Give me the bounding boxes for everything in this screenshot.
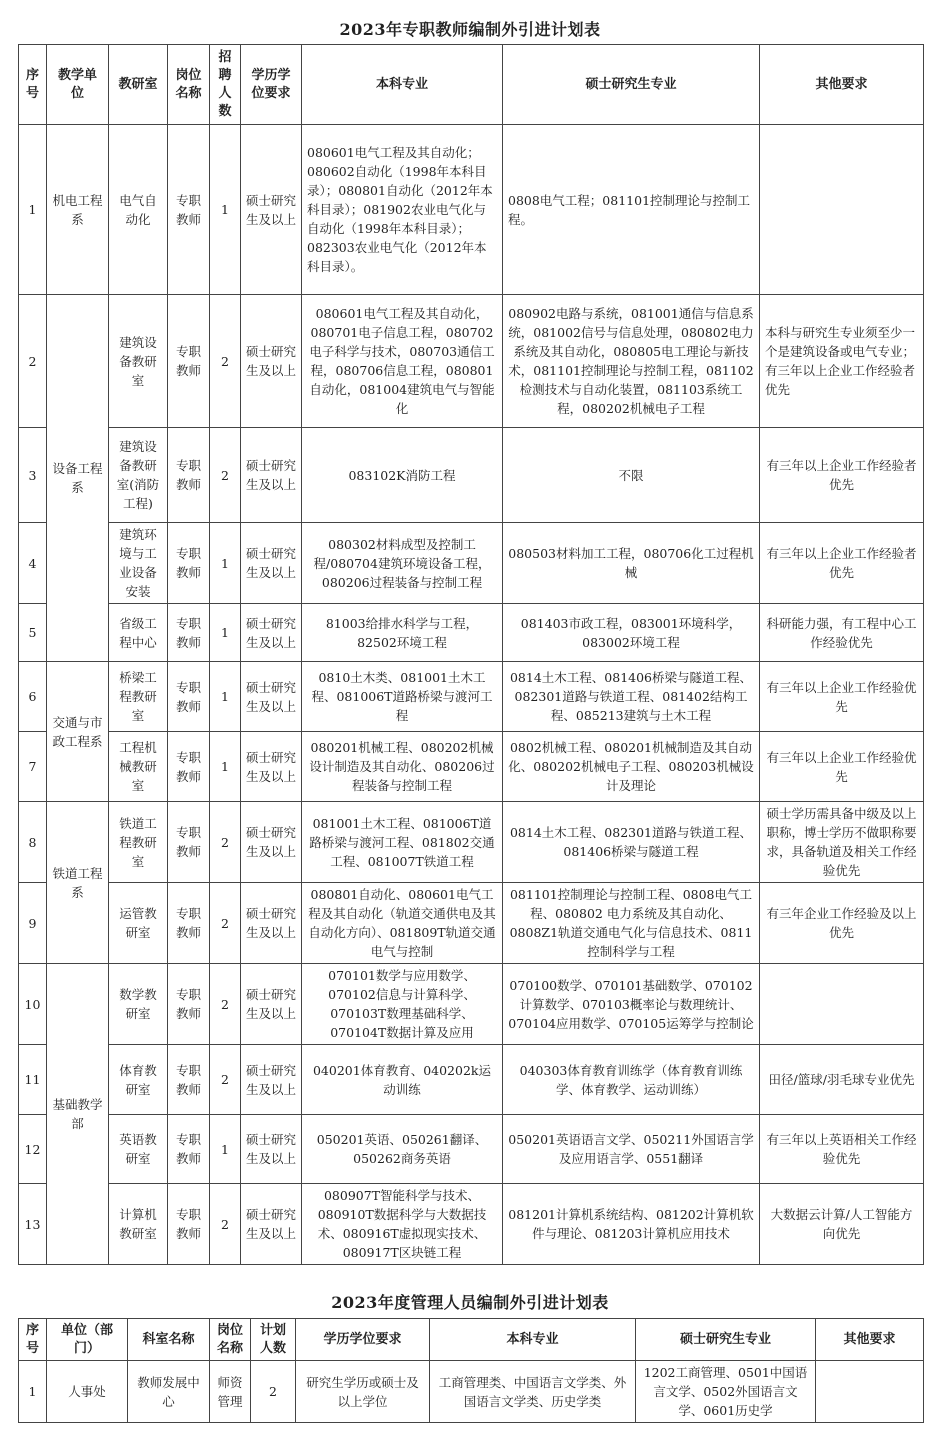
header-cell: 序号 [19,45,47,125]
office-cell: 省级工程中心 [109,604,168,662]
post-cell: 专职教师 [168,604,210,662]
other-cell: 本科与研究生专业须至少一个是建筑设备或电气专业；有三年以上企业工作经验者优先 [760,295,924,428]
row-number: 12 [19,1115,47,1184]
post-cell: 专职教师 [168,1115,210,1184]
office-cell: 运管教研室 [109,883,168,964]
other-cell: 有三年以上企业工作经验者优先 [760,523,924,604]
count-cell: 1 [210,662,241,732]
office-cell: 铁道工程教研室 [109,802,168,883]
bachelor-cell: 080907T智能科学与技术、080910T数据科学与大数据技术、080916T虚拟现实技术、080917T区块链工程 [302,1184,503,1265]
row-number: 1 [19,1361,47,1423]
row-number: 6 [19,662,47,732]
post-cell: 专职教师 [168,523,210,604]
header-cell: 单位（部门） [47,1319,128,1361]
table1-title: 2023年专职教师编制外引进计划表 [339,20,601,39]
other-cell [816,1361,924,1423]
post-cell: 专职教师 [168,662,210,732]
table-row [19,964,924,1045]
other-cell: 有三年以上企业工作经验者优先 [760,428,924,523]
table-row [19,1045,924,1115]
unit-cell: 设备工程系 [47,295,109,662]
master-cell: 081101控制理论与控制工程、0808电气工程、080802 电力系统及其自动化、0808Z1轨道交通电气化与信息技术、0811控制科学与工程 [503,883,760,964]
row-number: 8 [19,802,47,883]
bachelor-cell: 81003给排水科学与工程，82502环境工程 [302,604,503,662]
row-number: 5 [19,604,47,662]
row-number: 3 [19,428,47,523]
count-cell: 2 [210,964,241,1045]
header-cell: 本科专业 [302,45,503,125]
bachelor-cell: 080302材料成型及控制工程/080704建筑环境设备工程，080206过程装备与控制工程 [302,523,503,604]
table2-header-row [19,1319,924,1361]
table-row [19,1115,924,1184]
header-cell: 本科专业 [430,1319,636,1361]
other-cell: 硕士学历需具备中级及以上职称，博士学历不做职称要求，具备轨道及相关工作经验优先 [760,802,924,883]
other-cell: 田径/篮球/羽毛球专业优先 [760,1045,924,1115]
office-cell: 工程机械教研室 [109,732,168,802]
row-number: 10 [19,964,47,1045]
education-cell: 硕士研究生及以上 [241,662,302,732]
table-row [19,604,924,662]
office-cell: 教师发展中心 [128,1361,210,1423]
count-cell: 2 [210,295,241,428]
table-row [19,732,924,802]
row-number: 4 [19,523,47,604]
row-number: 7 [19,732,47,802]
header-cell: 序号 [19,1319,47,1361]
row-number: 13 [19,1184,47,1265]
table-row [19,125,924,295]
bachelor-cell: 080201机械工程、080202机械设计制造及其自动化、080206过程装备与控制工程 [302,732,503,802]
post-cell: 专职教师 [168,125,210,295]
other-cell: 科研能力强，有工程中心工作经验优先 [760,604,924,662]
other-cell: 有三年企业工作经验及以上优先 [760,883,924,964]
other-cell: 大数据云计算/人工智能方向优先 [760,1184,924,1265]
office-cell: 建筑环境与工业设备安装 [109,523,168,604]
education-cell: 研究生学历或硕士及以上学位 [296,1361,430,1423]
education-cell: 硕士研究生及以上 [241,523,302,604]
unit-cell: 基础教学部 [47,964,109,1265]
other-cell: 有三年以上企业工作经验优先 [760,662,924,732]
master-cell: 不限 [503,428,760,523]
bachelor-cell: 080801自动化、080601电气工程及其自动化（轨道交通供电及其自动化方向）、081809T轨道交通电气与控制 [302,883,503,964]
master-cell: 070100数学、070101基础数学、070102计算数学、070103概率论与数理统计、070104应用数学、070105运筹学与控制论 [503,964,760,1045]
education-cell: 硕士研究生及以上 [241,1115,302,1184]
post-cell: 专职教师 [168,295,210,428]
teacher-plan-table [18,44,924,1265]
office-cell: 体育教研室 [109,1045,168,1115]
management-plan-table [18,1318,924,1423]
bachelor-cell: 050201英语、050261翻译、050262商务英语 [302,1115,503,1184]
bachelor-cell: 083102K消防工程 [302,428,503,523]
master-cell: 081403市政工程，083001环境科学，083002环境工程 [503,604,760,662]
unit-cell: 人事处 [47,1361,128,1423]
count-cell: 2 [210,802,241,883]
office-cell: 桥梁工程教研室 [109,662,168,732]
education-cell: 硕士研究生及以上 [241,802,302,883]
master-cell: 0802机械工程、080201机械制造及其自动化、080202机械电子工程、080203机械设计及理论 [503,732,760,802]
table-row [19,802,924,883]
table1-header-row [19,45,924,125]
count-cell: 2 [210,1045,241,1115]
count-cell: 2 [210,883,241,964]
bachelor-cell: 工商管理类、中国语言文学类、外国语言文学类、历史学类 [430,1361,636,1423]
education-cell: 硕士研究生及以上 [241,732,302,802]
post-cell: 专职教师 [168,732,210,802]
office-cell: 数学教研室 [109,964,168,1045]
bachelor-cell: 081001土木工程、081006T道路桥梁与渡河工程、081802交通工程、081007T铁道工程 [302,802,503,883]
table-row [19,295,924,428]
header-cell: 岗位名称 [168,45,210,125]
other-cell [760,964,924,1045]
header-cell: 教学单位 [47,45,109,125]
master-cell: 0814土木工程、082301道路与铁道工程、081406桥梁与隧道工程 [503,802,760,883]
header-cell: 科室名称 [128,1319,210,1361]
master-cell: 050201英语语言文学、050211外国语言学及应用语言学、0551翻译 [503,1115,760,1184]
count-cell: 1 [210,1115,241,1184]
header-cell: 学历学位要求 [296,1319,430,1361]
count-cell: 1 [210,125,241,295]
unit-cell: 机电工程系 [47,125,109,295]
office-cell: 电气自动化 [109,125,168,295]
bachelor-cell: 080601电气工程及其自动化，080701电子信息工程，080702电子科学与技术，080703通信工程，080706信息工程，080801自动化，081004建筑电气与智能化 [302,295,503,428]
master-cell: 080902电路与系统，081001通信与信息系统，081002信号与信息处理，080802电力系统及其自动化，080805电工理论与新技术，081101控制理论与控制工程，081102检测技术与自动化装置，081103系统工程，080202机械电子工程 [503,295,760,428]
master-cell: 040303体育教育训练学（体育教育训练学、体育教学、运动训练） [503,1045,760,1115]
table-row [19,883,924,964]
master-cell: 0814土木工程、081406桥梁与隧道工程、082301道路与铁道工程、081402结构工程、085213建筑与土木工程 [503,662,760,732]
table-row [19,523,924,604]
row-number: 1 [19,125,47,295]
count-cell: 1 [210,732,241,802]
post-cell: 专职教师 [168,802,210,883]
master-cell: 0808电气工程；081101控制理论与控制工程。 [503,125,760,295]
header-cell: 学历学位要求 [241,45,302,125]
row-number: 9 [19,883,47,964]
header-cell: 岗位名称 [210,1319,251,1361]
post-cell: 专职教师 [168,883,210,964]
master-cell: 080503材料加工工程，080706化工过程机械 [503,523,760,604]
header-cell: 招聘人数 [210,45,241,125]
header-cell: 硕士研究生专业 [503,45,760,125]
table-row [19,1184,924,1265]
header-cell: 计划人数 [251,1319,296,1361]
post-cell: 专职教师 [168,964,210,1045]
post-cell: 专职教师 [168,1184,210,1265]
unit-cell: 交通与市政工程系 [47,662,109,802]
office-cell: 英语教研室 [109,1115,168,1184]
unit-cell: 铁道工程系 [47,802,109,964]
master-cell: 081201计算机系统结构、081202计算机软件与理论、081203计算机应用技术 [503,1184,760,1265]
master-cell: 1202工商管理、0501中国语言文学、0502外国语言文学、0601历史学 [636,1361,816,1423]
bachelor-cell: 040201体育教育、040202k运动训练 [302,1045,503,1115]
header-cell: 教研室 [109,45,168,125]
header-cell: 其他要求 [760,45,924,125]
row-number: 2 [19,295,47,428]
count-cell: 2 [210,1184,241,1265]
office-cell: 建筑设备教研室 [109,295,168,428]
office-cell: 建筑设备教研室(消防工程) [109,428,168,523]
bachelor-cell: 080601电气工程及其自动化；080602自动化（1998年本科目录）；080801自动化（2012年本科目录）；081902农业电气化与自动化（1998年本科目录）；082303农业电气化（2012年本科目录）。 [302,125,503,295]
post-cell: 师资管理 [210,1361,251,1423]
header-cell: 硕士研究生专业 [636,1319,816,1361]
other-cell: 有三年以上企业工作经验优先 [760,732,924,802]
table-row [19,428,924,523]
header-cell: 其他要求 [816,1319,924,1361]
row-number: 11 [19,1045,47,1115]
count-cell: 1 [210,604,241,662]
count-cell: 1 [210,523,241,604]
other-cell: 有三年以上英语相关工作经验优先 [760,1115,924,1184]
count-cell: 2 [210,428,241,523]
other-cell [760,125,924,295]
education-cell: 硕士研究生及以上 [241,883,302,964]
education-cell: 硕士研究生及以上 [241,1045,302,1115]
post-cell: 专职教师 [168,1045,210,1115]
education-cell: 硕士研究生及以上 [241,125,302,295]
count-cell: 2 [251,1361,296,1423]
table2-title: 2023年度管理人员编制外引进计划表 [331,1293,609,1312]
education-cell: 硕士研究生及以上 [241,604,302,662]
table-row [19,662,924,732]
office-cell: 计算机教研室 [109,1184,168,1265]
education-cell: 硕士研究生及以上 [241,295,302,428]
bachelor-cell: 070101数学与应用数学、070102信息与计算科学、070103T数理基础科学、070104T数据计算及应用 [302,964,503,1045]
table-row [19,1361,924,1423]
education-cell: 硕士研究生及以上 [241,428,302,523]
bachelor-cell: 0810土木类、081001土木工程、081006T道路桥梁与渡河工程 [302,662,503,732]
education-cell: 硕士研究生及以上 [241,964,302,1045]
education-cell: 硕士研究生及以上 [241,1184,302,1265]
post-cell: 专职教师 [168,428,210,523]
